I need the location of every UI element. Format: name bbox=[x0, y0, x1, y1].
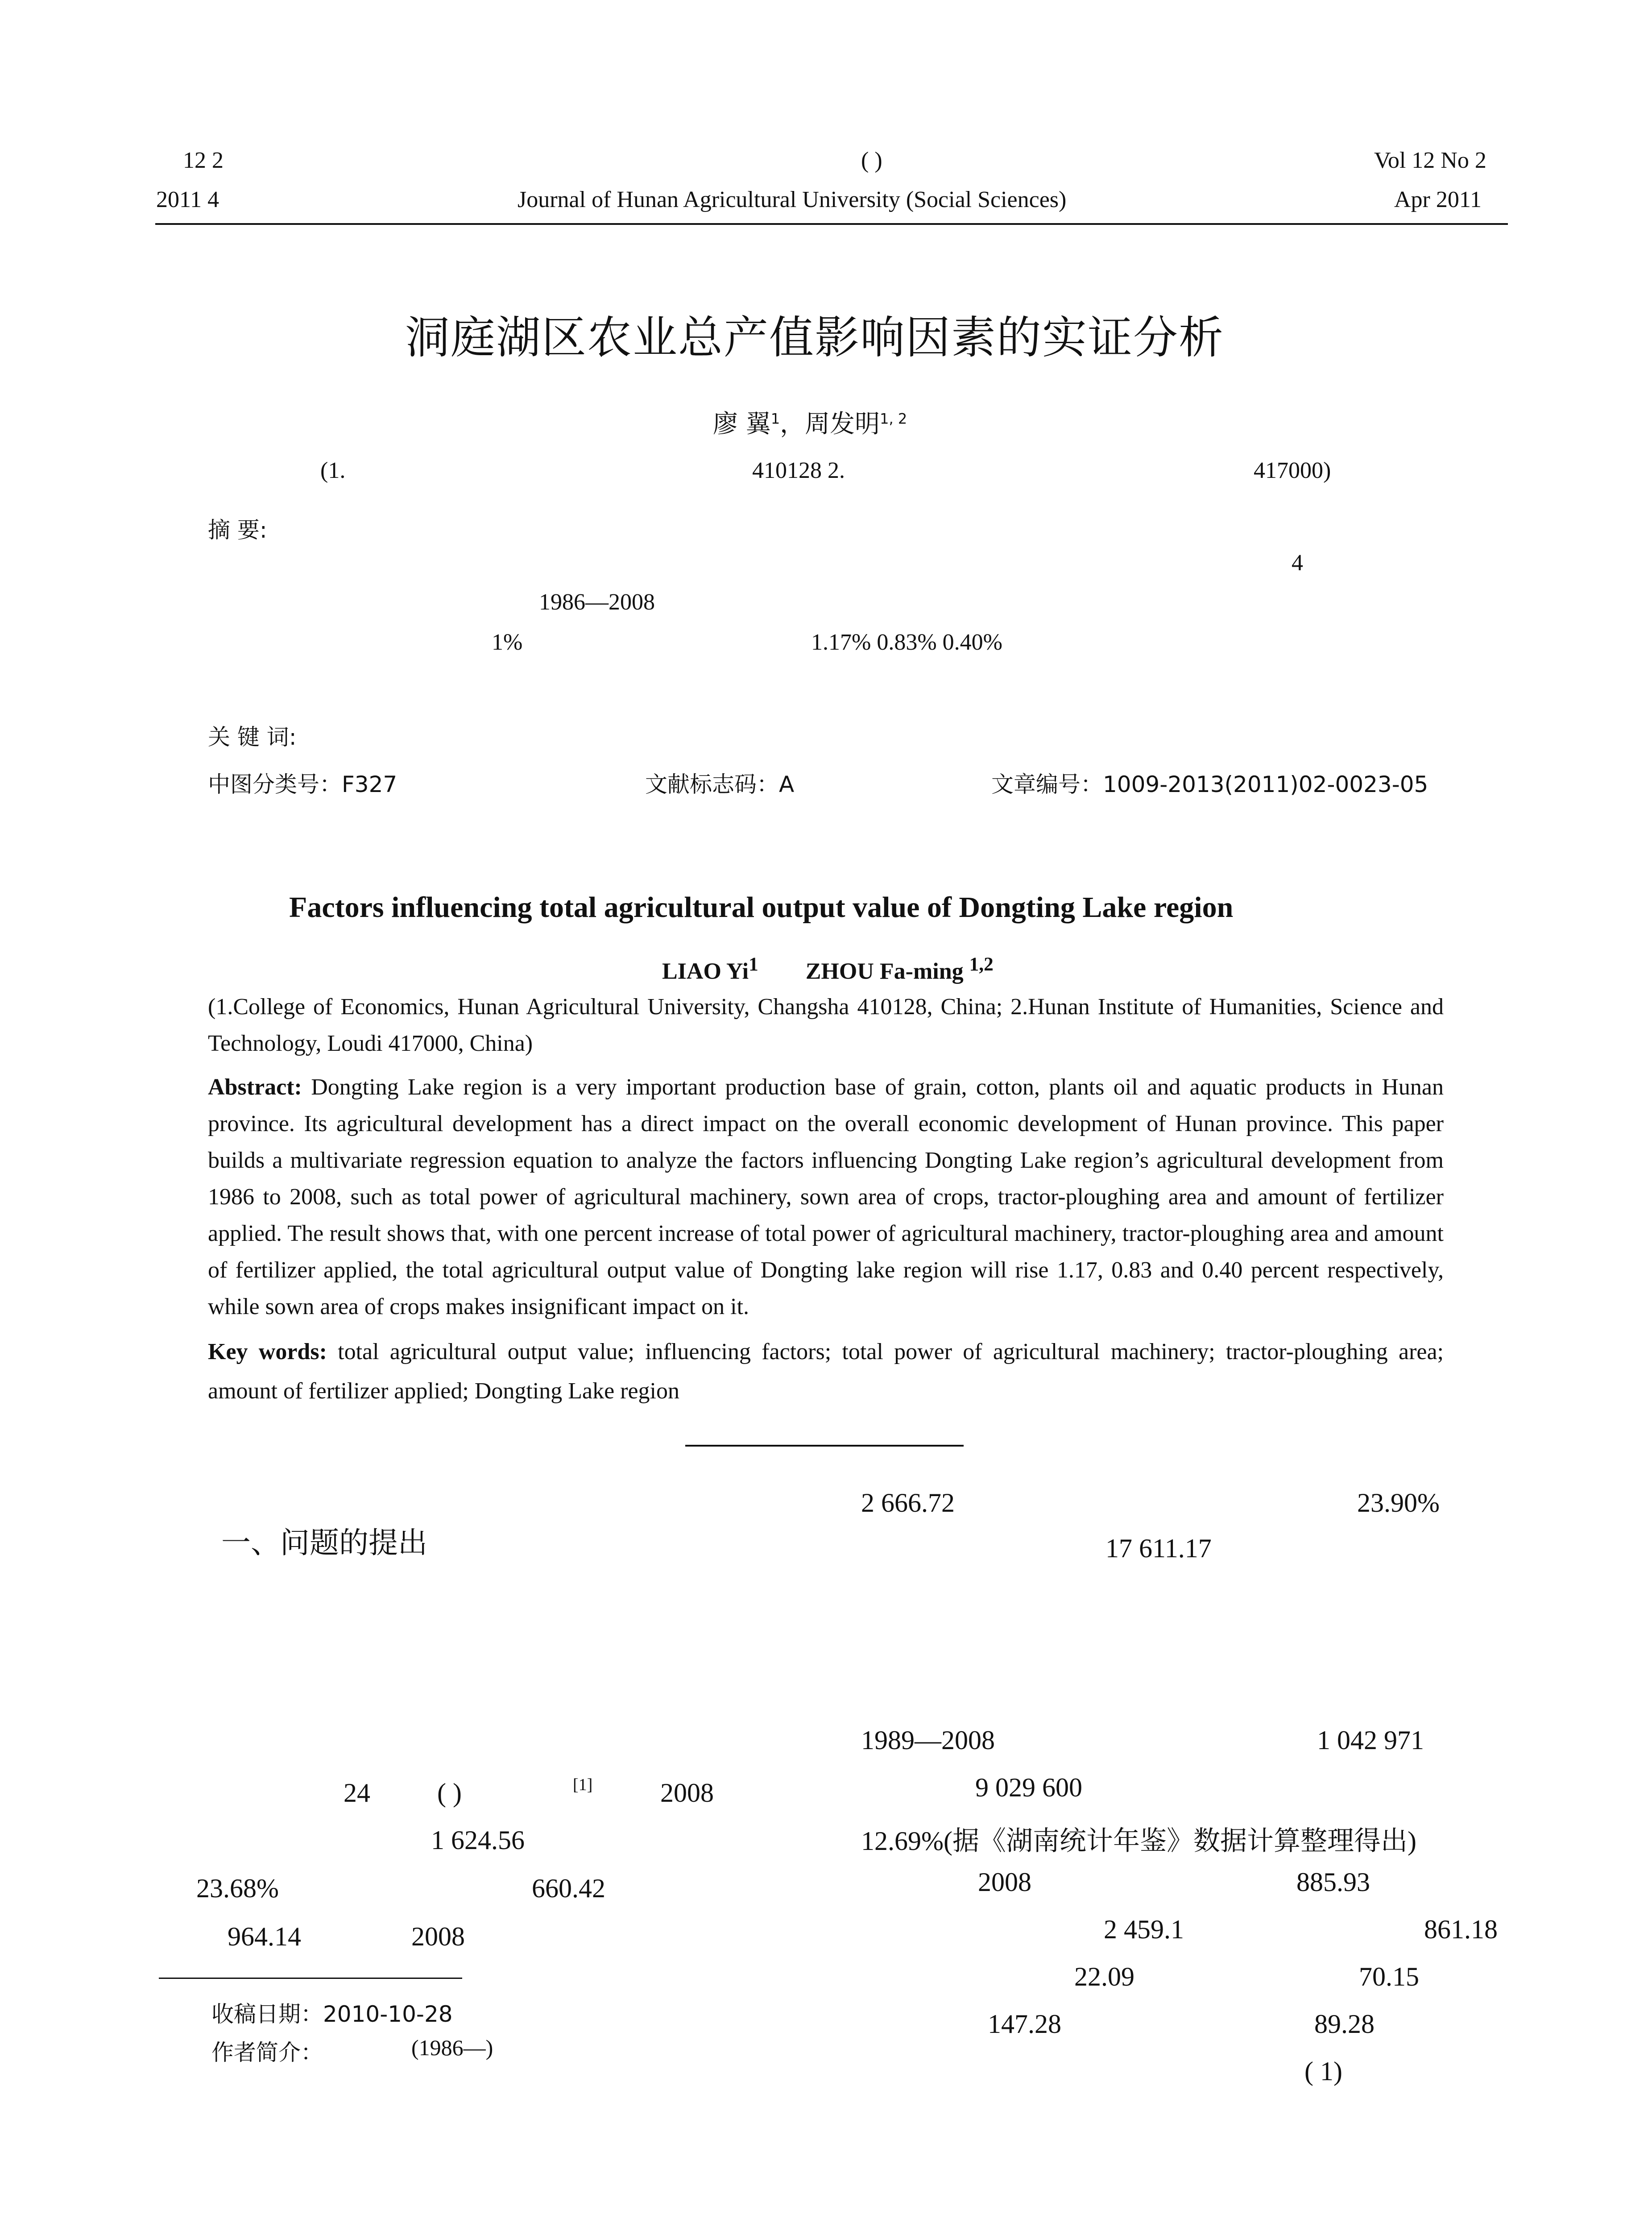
author2-cn: 周发明 bbox=[805, 410, 880, 439]
section-divider-rule bbox=[685, 1445, 964, 1447]
keywords-text-en: total agricultural output value; influencing factors; total power of agricultural machinery; tractor-ploughing area; amount of fertilizer applied; Dongting Lake region bbox=[208, 1339, 1444, 1404]
header-date-cn: 2011 4 bbox=[156, 187, 219, 212]
body-value-885: 885.93 bbox=[1296, 1867, 1370, 1897]
body-value-861: 861.18 bbox=[1424, 1915, 1498, 1944]
keywords-en bbox=[208, 1332, 1444, 1411]
author-bio-label: 作者简介： bbox=[211, 2040, 323, 2065]
header-volume-en: Vol 12 No 2 bbox=[1374, 148, 1486, 173]
footnote-rule bbox=[159, 1978, 462, 1979]
keywords-label-cn: 关 键 词: bbox=[208, 724, 297, 750]
header-volume-cn: 12 2 bbox=[183, 148, 224, 173]
citation-ref-1: [1] bbox=[573, 1775, 593, 1794]
body-year-2008-c: 2008 bbox=[978, 1867, 1031, 1897]
body-value-1624: 1 624.56 bbox=[431, 1825, 525, 1855]
page-title-en: Factors influencing total agricultural output value of Dongting Lake region bbox=[289, 891, 1234, 924]
body-pct-2368: 23.68% bbox=[196, 1874, 279, 1903]
body-pct-1269: 12.69%(据《湖南统计年鉴》数据计算整理得出) bbox=[861, 1826, 1416, 1856]
page-title-cn: 洞庭湖区农业总产值影响因素的实证分析 bbox=[405, 311, 1224, 364]
abstract-cn-years: 1986—2008 bbox=[539, 589, 655, 615]
received-date: 收稿日期：2010-10-28 bbox=[211, 2001, 453, 2027]
keywords-label-en: Key words: bbox=[208, 1339, 327, 1364]
author1-en: LIAO Yi bbox=[662, 958, 749, 984]
abstract-cn-num: 4 bbox=[1292, 550, 1303, 576]
author1-sup: 1 bbox=[770, 410, 780, 427]
author2-sup: 1, 2 bbox=[880, 410, 907, 427]
body-value-8928: 89.28 bbox=[1314, 2009, 1375, 2039]
abstract-label-cn: 摘 要: bbox=[208, 517, 267, 543]
article-number: 文章编号：1009-2013(2011)02-0023-05 bbox=[991, 771, 1428, 797]
section-heading-1: 一、问题的提出 bbox=[221, 1526, 427, 1560]
abstract-cn-pcts: 1.17% 0.83% 0.40% bbox=[811, 630, 1002, 655]
figure-reference-1: ( 1) bbox=[1304, 2057, 1342, 2086]
body-year-2008-a: 2008 bbox=[660, 1778, 714, 1808]
abstract-text-en: Dongting Lake region is a very important production base of grain, cotton, plants oil and aquatic products in Hunan province. Its agricultural development has a direct impact on the overall economic development of Hunan province. This paper builds a multivariate regression equation to analyze the factors influencing Dongting Lake region’s agricultural development from 1986 to 2008, such as total power of agricultural machinery, sown area of crops, tractor-ploughing area and amount of fertilizer applied. The result shows that, with one percent increase of total power of agricultural machinery, tractor-ploughing area and amount of fertilizer applied, the total agricultural output value of Dongting lake region will rise 1.17, 0.83 and 0.40 percent respectively, while sown area of crops makes insignificant impact on it. bbox=[208, 1074, 1444, 1319]
affiliation-cn-2: 410128 2. bbox=[752, 458, 845, 483]
abstract-cn-pct1: 1% bbox=[492, 630, 523, 655]
authors-cn bbox=[713, 404, 907, 440]
body-paren: ( ) bbox=[437, 1778, 462, 1808]
abstract-label-en: Abstract: bbox=[208, 1074, 302, 1100]
document-code: 文献标志码：A bbox=[645, 771, 795, 797]
body-years-1989-2008: 1989—2008 bbox=[861, 1725, 995, 1755]
author1-en-sup: 1 bbox=[749, 954, 758, 975]
author-separator: ， bbox=[780, 410, 805, 439]
classification-number: 中图分类号：F327 bbox=[208, 771, 397, 797]
header-journal-cn: ( ) bbox=[861, 148, 882, 173]
body-pct-2390: 23.90% bbox=[1357, 1488, 1440, 1518]
body-value-2459: 2 459.1 bbox=[1104, 1915, 1184, 1944]
author2-en: ZHOU Fa-ming bbox=[805, 958, 969, 984]
body-value-9029600: 9 029 600 bbox=[975, 1773, 1082, 1802]
author2-en-sup: 1,2 bbox=[969, 954, 994, 975]
body-num-24: 24 bbox=[344, 1778, 370, 1808]
body-value-660: 660.42 bbox=[532, 1874, 605, 1903]
header-date-en: Apr 2011 bbox=[1394, 187, 1482, 212]
abstract-en bbox=[208, 1069, 1444, 1325]
body-value-2209: 22.09 bbox=[1074, 1962, 1134, 1991]
authors-en bbox=[662, 953, 994, 984]
affiliation-cn-3: 417000) bbox=[1254, 458, 1331, 483]
body-value-1042971: 1 042 971 bbox=[1317, 1725, 1424, 1755]
author-bio-year: (1986—) bbox=[411, 2035, 493, 2060]
body-value-14728: 147.28 bbox=[988, 2009, 1061, 2039]
header-rule bbox=[155, 223, 1508, 225]
affiliation-en: (1.College of Economics, Hunan Agricultural University, Changsha 410128, China; 2.Hunan Institute of Humanities, Science and Technology, Loudi 417000, China) bbox=[208, 994, 1444, 1056]
body-value-2666: 2 666.72 bbox=[861, 1488, 955, 1518]
body-year-2008-b: 2008 bbox=[411, 1922, 465, 1951]
body-value-964: 964.14 bbox=[228, 1922, 301, 1951]
header-journal-en: Journal of Hunan Agricultural University (Social Sciences) bbox=[518, 187, 1067, 212]
affiliation-cn-1: (1. bbox=[320, 458, 346, 483]
author1-cn: 廖 翼 bbox=[713, 410, 771, 439]
body-value-17611: 17 611.17 bbox=[1105, 1534, 1212, 1563]
body-value-7015: 70.15 bbox=[1359, 1962, 1419, 1991]
